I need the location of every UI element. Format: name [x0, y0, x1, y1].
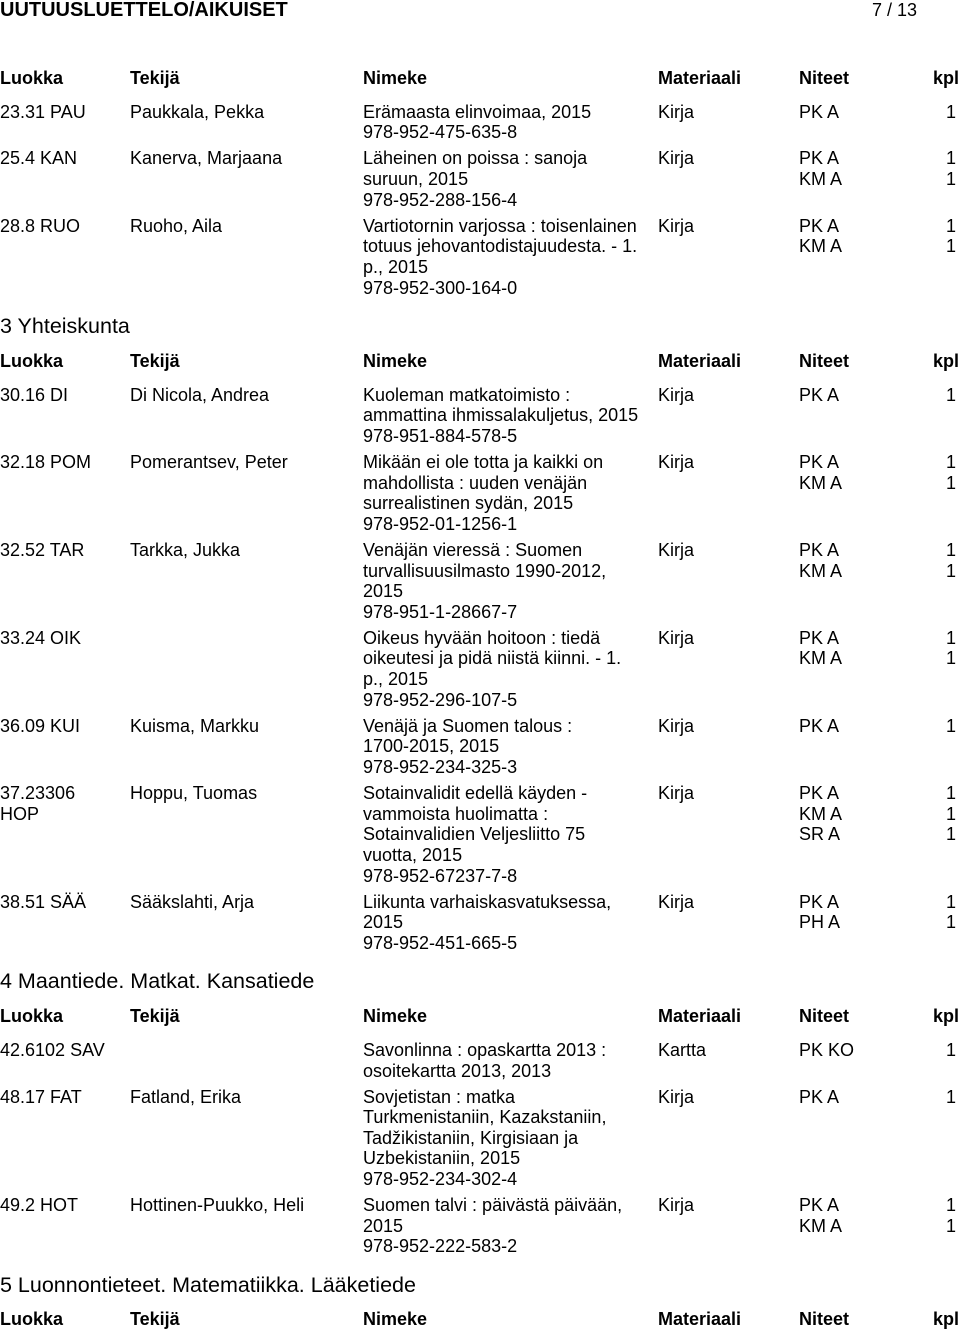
- column-header-materiaali: Materiaali: [658, 350, 742, 371]
- copy-location: PK A: [799, 148, 840, 169]
- section-heading: 4 Maantiede. Matkat. Kansatiede: [0, 969, 315, 994]
- entry-title: [363, 1087, 658, 1190]
- column-header-luokka: Luokka: [0, 350, 64, 371]
- entry-title-line: turvallisuusilmasto 1990-2012,: [363, 560, 607, 581]
- catalog-entry: [0, 1087, 960, 1190]
- entry-copy: [799, 236, 960, 257]
- title-bar: [0, 0, 960, 20]
- column-header-copies-group: [799, 1309, 960, 1330]
- column-header-kpl: kpl: [932, 350, 959, 371]
- copy-location: KM A: [799, 648, 843, 669]
- entry-isbn: 978-952-234-325-3: [363, 757, 518, 778]
- entry-title-line: Erämaasta elinvoimaa, 2015: [363, 101, 592, 122]
- column-header-niteet: Niteet: [799, 67, 850, 88]
- copy-location: PK A: [799, 783, 840, 804]
- catalog-entry: [0, 783, 960, 886]
- entry-title-line: ammattina ihmissalakuljetus, 2015: [363, 405, 639, 426]
- entry-title-line: Venäjän vieressä : Suomen: [363, 539, 583, 560]
- entry-title-line: Läheinen on poissa : sanoja: [363, 148, 588, 169]
- entry-title-line: Turkmenistaniin, Kazakstaniin,: [363, 1107, 607, 1128]
- entry-copies: [799, 102, 960, 143]
- copy-location: PH A: [799, 912, 841, 933]
- catalog-entry: [0, 385, 960, 447]
- entry-isbn: 978-951-884-578-5: [363, 425, 518, 446]
- catalog-section: [0, 314, 960, 954]
- entry-list: [0, 1040, 960, 1257]
- entry-copy: [799, 540, 960, 561]
- entry-copies: [799, 1040, 960, 1081]
- copy-location: KM A: [799, 472, 843, 493]
- entry-title: [363, 385, 658, 447]
- entry-title-line: Tadžikistaniin, Kirgisiaan ja: [363, 1127, 579, 1148]
- catalog-entry: [0, 628, 960, 710]
- page-number: 7 / 13: [871, 0, 917, 20]
- entry-copies: [799, 385, 960, 447]
- entry-copies: [799, 148, 960, 210]
- entry-class-code: 36.09 KUI: [0, 715, 81, 736]
- entry-author: Hottinen-Puukko, Heli: [130, 1195, 305, 1216]
- column-header-copies-group: [799, 1006, 960, 1027]
- column-header-kpl: kpl: [932, 1005, 959, 1026]
- entry-title-line: Sotainvalidit edellä käyden -: [363, 783, 588, 804]
- catalog-entry: [0, 148, 960, 210]
- catalog-section: [0, 68, 960, 299]
- copy-count: 1: [945, 891, 956, 912]
- column-header-materiaali: Materiaali: [658, 67, 742, 88]
- entry-title: [363, 216, 658, 298]
- entry-title-line: 1700-2015, 2015: [363, 736, 500, 757]
- entry-title-line: Liikunta varhaiskasvatuksessa,: [363, 891, 612, 912]
- copy-count: 1: [945, 627, 956, 648]
- catalog-title: UUTUUSLUETTELO/AIKUISET: [0, 0, 288, 21]
- entry-title: [363, 716, 658, 778]
- entry-class-code: 42.6102 SAV: [0, 1039, 105, 1060]
- entry-title-line: p., 2015: [363, 257, 429, 278]
- entry-author: Tarkka, Jukka: [130, 539, 241, 560]
- copy-count: 1: [945, 236, 956, 257]
- copy-count: 1: [945, 215, 956, 236]
- entry-title-line: osoitekartta 2013, 2013: [363, 1060, 552, 1081]
- copy-location: PK A: [799, 101, 840, 122]
- column-header-row: [0, 68, 960, 89]
- copy-count: 1: [945, 472, 956, 493]
- entry-material: Kirja: [658, 384, 695, 405]
- entry-author: Kanerva, Marjaana: [130, 148, 283, 169]
- copy-location: KM A: [799, 1215, 843, 1236]
- entry-class-code: 28.8 RUO: [0, 215, 81, 236]
- entry-isbn: 978-952-234-302-4: [363, 1169, 518, 1190]
- entry-copy: [799, 385, 960, 406]
- entry-isbn: 978-952-296-107-5: [363, 689, 518, 710]
- copy-location: PK KO: [799, 1039, 855, 1060]
- column-header-row: [0, 1309, 960, 1330]
- entry-material: Kirja: [658, 148, 695, 169]
- entry-isbn: 978-952-475-635-8: [363, 122, 518, 143]
- copy-count: 1: [945, 560, 956, 581]
- entry-isbn: 978-951-1-28667-7: [363, 601, 518, 622]
- entry-title: [363, 783, 658, 886]
- copy-count: 1: [945, 539, 956, 560]
- entry-isbn: 978-952-300-164-0: [363, 277, 518, 298]
- column-header-row: [0, 351, 960, 372]
- entry-title-line: Mikään ei ole totta ja kaikki on: [363, 451, 604, 472]
- entry-author: [130, 628, 363, 710]
- copy-count: 1: [945, 384, 956, 405]
- copy-location: PK A: [799, 215, 840, 236]
- entry-copy: [799, 1216, 960, 1237]
- entry-class-code: 37.23306 HOP: [0, 783, 76, 824]
- entry-copy: [799, 452, 960, 473]
- copy-count: 1: [945, 101, 956, 122]
- copy-count: 1: [945, 783, 956, 804]
- catalog-entry: [0, 102, 960, 143]
- copy-location: PK A: [799, 1086, 840, 1107]
- entry-material: Kirja: [658, 1086, 695, 1107]
- column-header-nimeke: Nimeke: [363, 67, 428, 88]
- catalog-entry: [0, 216, 960, 298]
- entry-material: Kirja: [658, 783, 695, 804]
- entry-material: Kirja: [658, 715, 695, 736]
- column-header-luokka: Luokka: [0, 1005, 64, 1026]
- entry-material: Kirja: [658, 539, 695, 560]
- entry-title-line: 2015: [363, 912, 404, 933]
- entry-material: Kirja: [658, 215, 695, 236]
- copy-location: PK A: [799, 891, 840, 912]
- column-header-nimeke: Nimeke: [363, 1309, 428, 1330]
- entry-isbn: 978-952-222-583-2: [363, 1236, 518, 1257]
- entry-author: Pomerantsev, Peter: [130, 451, 288, 472]
- entry-copy: [799, 783, 960, 804]
- column-header-niteet: Niteet: [799, 1005, 850, 1026]
- entry-material: Kartta: [658, 1039, 707, 1060]
- entry-copy: [799, 804, 960, 825]
- entry-title-line: Savonlinna : opaskartta 2013 :: [363, 1039, 607, 1060]
- copy-location: KM A: [799, 169, 843, 190]
- entry-title: [363, 628, 658, 710]
- entry-author: Sääkslahti, Arja: [130, 891, 255, 912]
- entry-title: [363, 540, 658, 622]
- entry-title-line: Uzbekistaniin, 2015: [363, 1148, 521, 1169]
- copy-location: SR A: [799, 824, 841, 845]
- entry-title-line: 2015: [363, 1215, 404, 1236]
- catalog-section: [0, 1273, 960, 1330]
- entry-author: Fatland, Erika: [130, 1086, 242, 1107]
- entry-title: [363, 1040, 658, 1081]
- entry-title-line: oikeutesi ja pidä niistä kiinni. - 1.: [363, 648, 622, 669]
- entry-author: Ruoho, Aila: [130, 215, 223, 236]
- catalog-entry: [0, 1040, 960, 1081]
- section-heading: 3 Yhteiskunta: [0, 313, 130, 338]
- catalog-entry: [0, 716, 960, 778]
- copy-location: KM A: [799, 236, 843, 257]
- copy-count: 1: [945, 1039, 956, 1060]
- catalog-entry: [0, 1195, 960, 1257]
- copy-count: 1: [945, 715, 956, 736]
- entry-title-line: Sovjetistan : matka: [363, 1086, 516, 1107]
- entry-title-line: Suomen talvi : päivästä päivään,: [363, 1195, 623, 1216]
- entry-isbn: 978-952-01-1256-1: [363, 513, 518, 534]
- entry-title-line: vammoista huolimatta :: [363, 803, 549, 824]
- entry-author: Paukkala, Pekka: [130, 101, 265, 122]
- copy-count: 1: [945, 912, 956, 933]
- entry-title-line: 2015: [363, 581, 404, 602]
- column-header-nimeke: Nimeke: [363, 350, 428, 371]
- entry-copy: [799, 892, 960, 913]
- entry-class-code: 33.24 OIK: [0, 627, 82, 648]
- entry-author: Hoppu, Tuomas: [130, 783, 258, 804]
- entry-material: Kirja: [658, 1195, 695, 1216]
- entry-copy: [799, 102, 960, 123]
- entry-copy: [799, 216, 960, 237]
- entry-class-code: 38.51 SÄÄ: [0, 891, 87, 912]
- catalog-entry: [0, 452, 960, 534]
- entry-copy: [799, 473, 960, 494]
- entry-copy: [799, 1040, 960, 1061]
- entry-title: [363, 452, 658, 534]
- column-header-copies-group: [799, 351, 960, 372]
- entry-title-line: vuotta, 2015: [363, 845, 463, 865]
- entry-copy: [799, 1195, 960, 1216]
- entry-copy: [799, 716, 960, 737]
- column-header-materiaali: Materiaali: [658, 1309, 742, 1330]
- entry-title-line: surrealistinen sydän, 2015: [363, 493, 574, 514]
- copy-count: 1: [945, 451, 956, 472]
- column-header-kpl: kpl: [932, 1309, 959, 1330]
- copy-location: PK A: [799, 1195, 840, 1216]
- copy-count: 1: [945, 169, 956, 190]
- copy-count: 1: [945, 824, 956, 845]
- column-header-luokka: Luokka: [0, 67, 64, 88]
- entry-title: [363, 892, 658, 954]
- entry-copies: [799, 628, 960, 710]
- copy-count: 1: [945, 1195, 956, 1216]
- catalog-section: [0, 969, 960, 1257]
- entry-copies: [799, 1087, 960, 1190]
- entry-isbn: 978-952-67237-7-8: [363, 865, 518, 886]
- copy-location: KM A: [799, 560, 843, 581]
- entry-list: [0, 102, 960, 299]
- copy-count: 1: [945, 648, 956, 669]
- column-header-luokka: Luokka: [0, 1309, 64, 1330]
- entry-material: Kirja: [658, 891, 695, 912]
- entry-copies: [799, 452, 960, 534]
- entry-isbn: 978-952-288-156-4: [363, 189, 518, 210]
- column-header-tekija: Tekijä: [130, 350, 180, 371]
- copy-count: 1: [945, 148, 956, 169]
- catalog-entry: [0, 892, 960, 954]
- column-header-tekija: Tekijä: [130, 1005, 180, 1026]
- copy-count: 1: [945, 803, 956, 824]
- column-header-niteet: Niteet: [799, 350, 850, 371]
- column-header-row: [0, 1006, 960, 1027]
- entry-title: [363, 102, 658, 143]
- entry-copy: [799, 1087, 960, 1108]
- entry-class-code: 32.18 POM: [0, 451, 92, 472]
- entry-copy: [799, 648, 960, 669]
- entry-class-code: 23.31 PAU: [0, 101, 86, 122]
- copy-location: KM A: [799, 803, 843, 824]
- entry-copy: [799, 912, 960, 933]
- entry-copies: [799, 216, 960, 298]
- entry-copies: [799, 783, 960, 886]
- copy-location: PK A: [799, 384, 840, 405]
- copy-location: PK A: [799, 715, 840, 736]
- copy-location: PK A: [799, 451, 840, 472]
- column-header-nimeke: Nimeke: [363, 1005, 428, 1026]
- entry-title-line: p., 2015: [363, 669, 429, 690]
- entry-title-line: totuus jehovantodistajuudesta. - 1.: [363, 236, 638, 257]
- entry-copies: [799, 892, 960, 954]
- copy-location: PK A: [799, 539, 840, 560]
- column-header-kpl: kpl: [932, 67, 959, 88]
- column-header-niteet: Niteet: [799, 1309, 850, 1330]
- entry-copies: [799, 540, 960, 622]
- catalog-sections: [0, 68, 960, 1330]
- entry-title-line: Venäjä ja Suomen talous :: [363, 715, 573, 736]
- catalog-entry: [0, 540, 960, 622]
- entry-class-code: 32.52 TAR: [0, 539, 85, 560]
- entry-copy: [799, 561, 960, 582]
- section-heading: 5 Luonnontieteet. Matematiikka. Lääketiede: [0, 1272, 416, 1297]
- entry-copy: [799, 148, 960, 169]
- entry-isbn: 978-952-451-665-5: [363, 932, 518, 953]
- entry-title: [363, 148, 658, 210]
- entry-material: Kirja: [658, 627, 695, 648]
- entry-class-code: 49.2 HOT: [0, 1195, 79, 1216]
- column-header-materiaali: Materiaali: [658, 1005, 742, 1026]
- copy-count: 1: [945, 1215, 956, 1236]
- entry-copy: [799, 169, 960, 190]
- entry-title-line: Oikeus hyvään hoitoon : tiedä: [363, 627, 601, 648]
- column-header-tekija: Tekijä: [130, 67, 180, 88]
- entry-class-code: 25.4 KAN: [0, 148, 78, 169]
- entry-copy: [799, 824, 960, 845]
- entry-title-line: Sotainvalidien Veljesliitto 75: [363, 824, 586, 845]
- entry-author: Kuisma, Markku: [130, 715, 260, 736]
- entry-title: [363, 1195, 658, 1257]
- copy-location: PK A: [799, 627, 840, 648]
- entry-material: Kirja: [658, 101, 695, 122]
- entry-author: Di Nicola, Andrea: [130, 384, 270, 405]
- entry-title-line: suruun, 2015: [363, 169, 469, 190]
- copy-count: 1: [945, 1086, 956, 1107]
- entry-copies: [799, 1195, 960, 1257]
- entry-copies: [799, 716, 960, 778]
- entry-title-line: Vartiotornin varjossa : toisenlainen: [363, 215, 637, 236]
- entry-copy: [799, 628, 960, 649]
- entry-class-code: 30.16 DI: [0, 384, 69, 405]
- column-header-tekija: Tekijä: [130, 1309, 180, 1330]
- entry-list: [0, 385, 960, 954]
- entry-class-code: 48.17 FAT: [0, 1086, 82, 1107]
- entry-material: Kirja: [658, 451, 695, 472]
- entry-title-line: mahdollista : uuden venäjän: [363, 472, 588, 493]
- entry-title-line: Kuoleman matkatoimisto :: [363, 384, 571, 405]
- entry-author: [130, 1040, 363, 1081]
- column-header-copies-group: [799, 68, 960, 89]
